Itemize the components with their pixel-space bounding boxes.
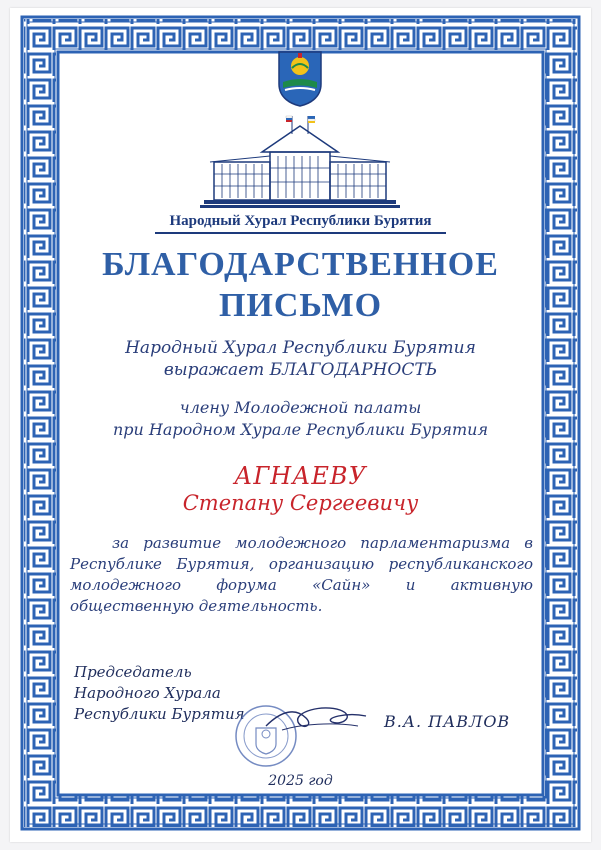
recipient-given-name: Степану Сергеевичу — [182, 491, 419, 515]
signatory-line3: Республики Бурятия — [74, 705, 245, 723]
signatory-line2: Народного Хурала — [74, 684, 221, 702]
document-year: 2025 год — [268, 773, 333, 789]
buryatia-coat-of-arms-icon — [275, 48, 325, 108]
body-line1: Народный Хурал Республики Бурятия — [125, 338, 476, 358]
handwritten-signature — [262, 700, 372, 736]
parliament-building-icon — [200, 112, 400, 210]
body-line3: члену Молодежной палаты — [179, 398, 422, 417]
signatory-line1: Председатель — [74, 663, 192, 681]
body-line2: выражает БЛАГОДАРНОСТЬ — [163, 360, 438, 380]
document-title-line2: ПИСЬМО — [218, 287, 383, 324]
signatory-title — [74, 662, 245, 725]
signatory-name: В.А. ПАВЛОВ — [384, 712, 511, 731]
title-underline — [155, 232, 446, 234]
body-line4: при Народном Хурале Республики Бурятия — [112, 420, 489, 439]
recipient-surname: АГНАЕВУ — [234, 462, 367, 490]
document-title-line1: БЛАГОДАРСТВЕННОЕ — [102, 246, 499, 283]
gratitude-paragraph: за развитие молодежного парламентаризма в Республике Бурятия, организацию республиканского молодежного форума «Сайн» и активную общественную деятельность. — [70, 534, 533, 615]
organization-title: Народный Хурал Республики Бурятия — [169, 213, 432, 229]
